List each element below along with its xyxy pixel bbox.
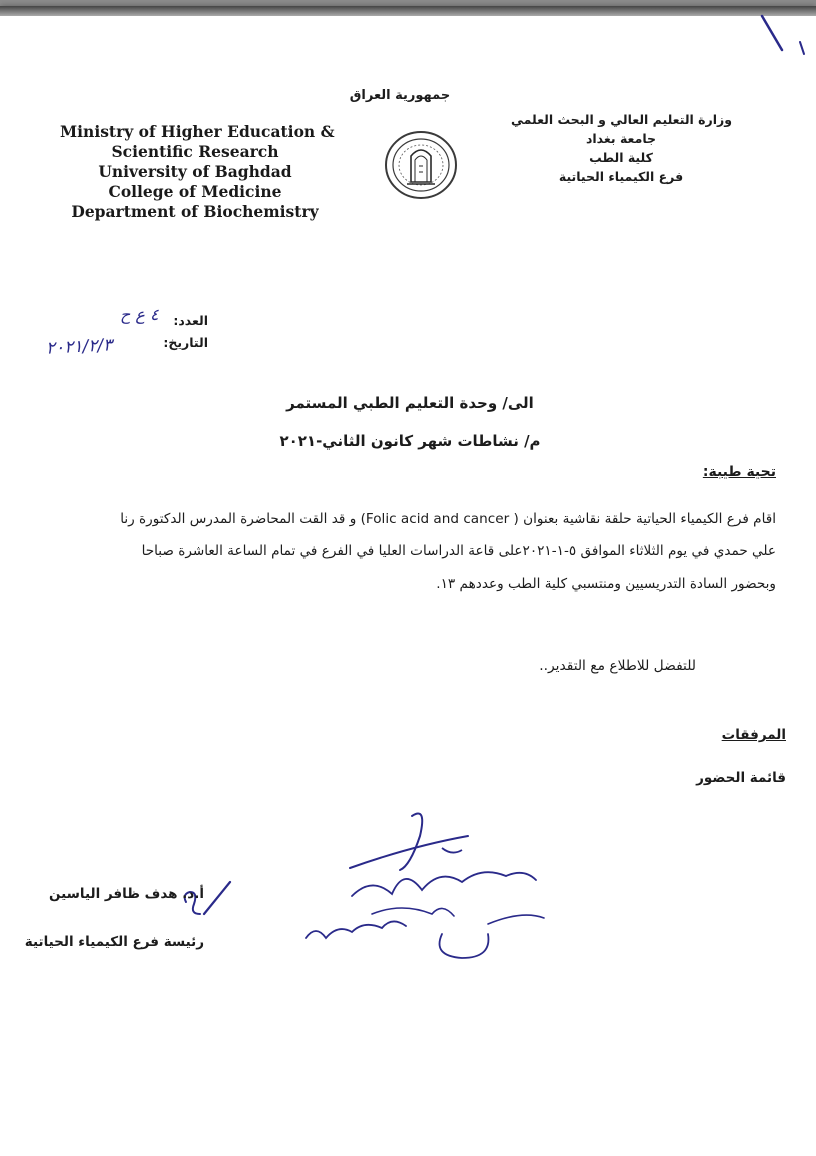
letterhead-line: فرع الكيمياء الحياتية <box>558 169 684 184</box>
attachment-item: قائمة الحضور <box>696 770 786 786</box>
letterhead-line: Ministry of Higher Education & <box>60 122 335 141</box>
signatory-name: أ.د. هدف ظافر الياسين <box>49 886 204 902</box>
english-letterhead <box>60 122 335 222</box>
republic-heading: جمهورية العراق <box>349 88 451 103</box>
letterhead-line: College of Medicine <box>108 182 282 201</box>
letterhead-line: University of Baghdad <box>98 162 292 181</box>
handwritten-signature <box>292 806 552 976</box>
scan-edge <box>0 6 816 16</box>
attachments-label: المرفقات <box>721 727 786 743</box>
letterhead-line: جامعة بغداد <box>585 131 657 146</box>
handwritten-number: ٤ ع ح <box>120 305 159 324</box>
addressee: الى/ وحدة التعليم الطبي المستمر <box>286 394 534 412</box>
handwritten-page-mark <box>752 10 812 60</box>
body-line: علي حمدي في يوم الثلاثاء الموافق ٥-١-٢٠٢١على قاعة الدراسات العليا في الفرع في تمام الساعة العاشرة صباحا <box>141 543 776 559</box>
body-line: وبحضور السادة التدريسيين ومنتسبي كلية الطب وعددهم ١٣. <box>436 576 776 592</box>
body-line: اقام فرع الكيمياء الحياتية حلقة نقاشية بعنوان ( Folic acid and cancer) و قد القت المحاضرة المدرس الدكتورة رنا <box>120 511 776 527</box>
subject-line: م/ نشاطات شهر كانون الثاني-٢٠٢١ <box>279 432 541 450</box>
arabic-letterhead <box>510 110 732 186</box>
university-seal-icon <box>383 130 459 200</box>
greeting: تحية طيبة: <box>702 464 776 480</box>
closing-line: للتفضل للاطلاع مع التقدير.. <box>539 658 696 674</box>
number-label: العدد: <box>173 313 208 328</box>
letterhead-line: Scientific Research <box>111 142 279 161</box>
letterhead-line: وزارة التعليم العالي و البحث العلمي <box>510 112 732 127</box>
letterhead-line: كلية الطب <box>589 150 653 165</box>
signatory-title: رئيسة فرع الكيمياء الحياتية <box>24 934 204 950</box>
letter-page <box>0 6 816 1156</box>
date-label: التاريخ: <box>163 335 208 350</box>
handwritten-date: ٢٠٢١/٢/٣ <box>45 335 113 359</box>
letterhead-line: Department of Biochemistry <box>71 202 319 221</box>
